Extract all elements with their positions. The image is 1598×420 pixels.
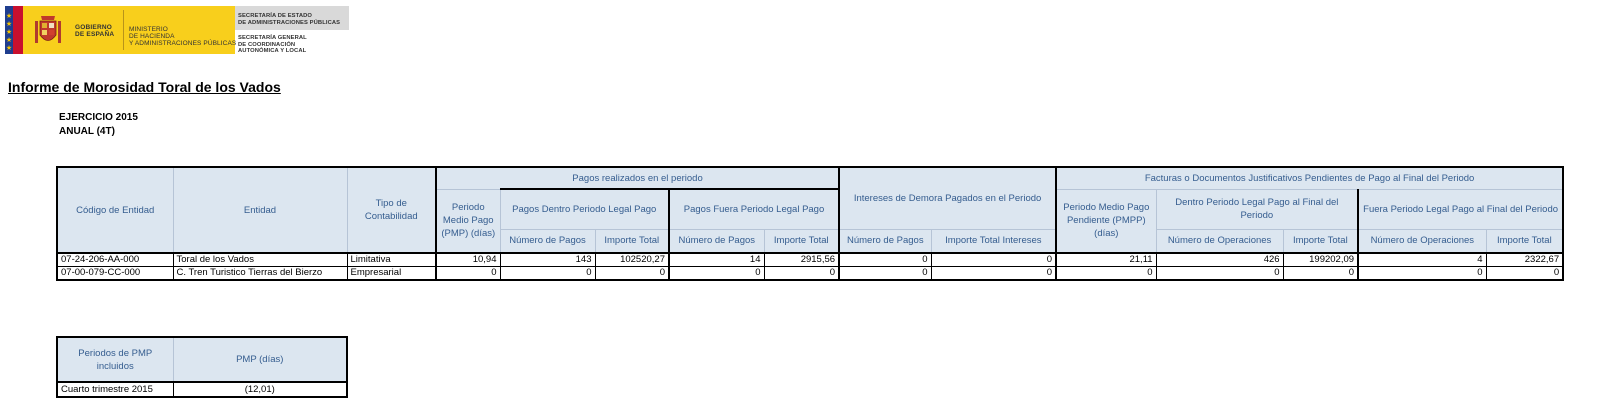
col-ff-num-header: Número de Operaciones (1358, 229, 1486, 253)
col-pmpp-header: Periodo Medio Pago Pendiente (PMPP) (días) (1056, 189, 1156, 253)
cell-codigo: 07-24-206-AA-000 (57, 253, 173, 267)
report-title: Informe de Morosidad Toral de los Vados (8, 79, 281, 95)
cell-entidad: C. Tren Turistico Tierras del Bierzo (173, 267, 347, 281)
fuera-periodo-header: Pagos Fuera Periodo Legal Pago (669, 189, 839, 229)
morosidad-table (56, 166, 1564, 281)
cell-dentro-num: 0 (500, 267, 595, 281)
cell-pmp: 0 (436, 267, 500, 281)
cell-df-importe: 199202,09 (1283, 253, 1358, 267)
col-entidad-header: Entidad (173, 167, 347, 253)
eu-stars-icon: ★ ★ ★ ★ ★ (5, 12, 13, 52)
ministerio-text: MINISTERIO DE HACIENDA Y ADMINISTRACIONES PÚBLICAS (129, 26, 237, 47)
cell-pmp: 10,94 (436, 253, 500, 267)
col-codigo-header: Código de Entidad (57, 167, 173, 253)
cell-entidad: Toral de los Vados (173, 253, 347, 267)
col-fuera-num-header: Número de Pagos (669, 229, 764, 253)
government-logo (5, 6, 349, 56)
cell-tipo: Empresarial (347, 267, 436, 281)
cell-ff-importe: 0 (1486, 267, 1563, 281)
cell-pmpp: 0 (1056, 267, 1156, 281)
secretaria-estado-text: SECRETARÍA DE ESTADO DE ADMINISTRACIONES PÚBLICAS (238, 13, 341, 26)
col-df-importe-header: Importe Total (1283, 229, 1358, 253)
cell-fuera-importe: 2915,56 (764, 253, 839, 267)
table-row (57, 267, 1563, 281)
pmp-summary-table (56, 336, 348, 398)
col-dentro-num-header: Número de Pagos (500, 229, 595, 253)
col-int-num-header: Número de Pagos (839, 229, 931, 253)
cell-int-importe: 0 (931, 253, 1056, 267)
col-dentro-importe-header: Importe Total (595, 229, 669, 253)
cell-dentro-num: 143 (500, 253, 595, 267)
secretaria-general-text: SECRETARÍA GENERAL DE COORDINACIÓN AUTONÓMICA Y LOCAL (238, 35, 307, 54)
cell-ff-num: 0 (1358, 267, 1486, 281)
dentro-final-header: Dentro Periodo Legal Pago al Final del Periodo (1156, 189, 1358, 229)
cell-df-num: 426 (1156, 253, 1283, 267)
logo-divider (123, 10, 124, 50)
cell-ff-num: 4 (1358, 253, 1486, 267)
col-fuera-importe-header: Importe Total (764, 229, 839, 253)
cell-fuera-num: 14 (669, 253, 764, 267)
col-ff-importe-header: Importe Total (1486, 229, 1563, 253)
coat-of-arms-icon (33, 13, 63, 49)
cell-df-importe: 0 (1283, 267, 1358, 281)
gobierno-text: GOBIERNO DE ESPAÑA (75, 24, 115, 38)
intereses-header: Intereses de Demora Pagados en el Periodo (839, 167, 1056, 229)
cell-int-num: 0 (839, 267, 931, 281)
cell-pmp-valor: (12,01) (173, 382, 347, 397)
cell-dentro-importe: 0 (595, 267, 669, 281)
col-tipo-header: Tipo de Contabilidad (347, 167, 436, 253)
periodo-label: ANUAL (4T) (59, 126, 115, 137)
cell-pmpp: 21,11 (1056, 253, 1156, 267)
report-period (59, 111, 138, 139)
cell-fuera-importe: 0 (764, 267, 839, 281)
cell-fuera-num: 0 (669, 267, 764, 281)
facturas-pendientes-header: Facturas o Documentos Justificativos Pendientes de Pago al Final del Periodo (1056, 167, 1563, 189)
col-df-num-header: Número de Operaciones (1156, 229, 1283, 253)
col-int-importe-header: Importe Total Intereses (931, 229, 1056, 253)
dentro-periodo-header: Pagos Dentro Periodo Legal Pago (500, 189, 669, 229)
col-pmp-dias-header: PMP (días) (173, 337, 347, 382)
flag-red-stripe (13, 6, 23, 54)
cell-int-num: 0 (839, 253, 931, 267)
table-row (57, 382, 347, 397)
ejercicio-label: EJERCICIO 2015 (59, 112, 138, 123)
cell-ff-importe: 2322,67 (1486, 253, 1563, 267)
cell-dentro-importe: 102520,27 (595, 253, 669, 267)
pagos-realizados-header: Pagos realizados en el periodo (436, 167, 839, 189)
cell-df-num: 0 (1156, 267, 1283, 281)
cell-periodo: Cuarto trimestre 2015 (57, 382, 173, 397)
col-pmp-header: Periodo Medio Pago (PMP) (días) (436, 189, 500, 253)
cell-codigo: 07-00-079-CC-000 (57, 267, 173, 281)
col-periodos-header: Periodos de PMP incluidos (57, 337, 173, 382)
cell-int-importe: 0 (931, 267, 1056, 281)
fuera-final-header: Fuera Periodo Legal Pago al Final del Periodo (1358, 189, 1563, 229)
cell-tipo: Limitativa (347, 253, 436, 267)
table-row (57, 253, 1563, 267)
